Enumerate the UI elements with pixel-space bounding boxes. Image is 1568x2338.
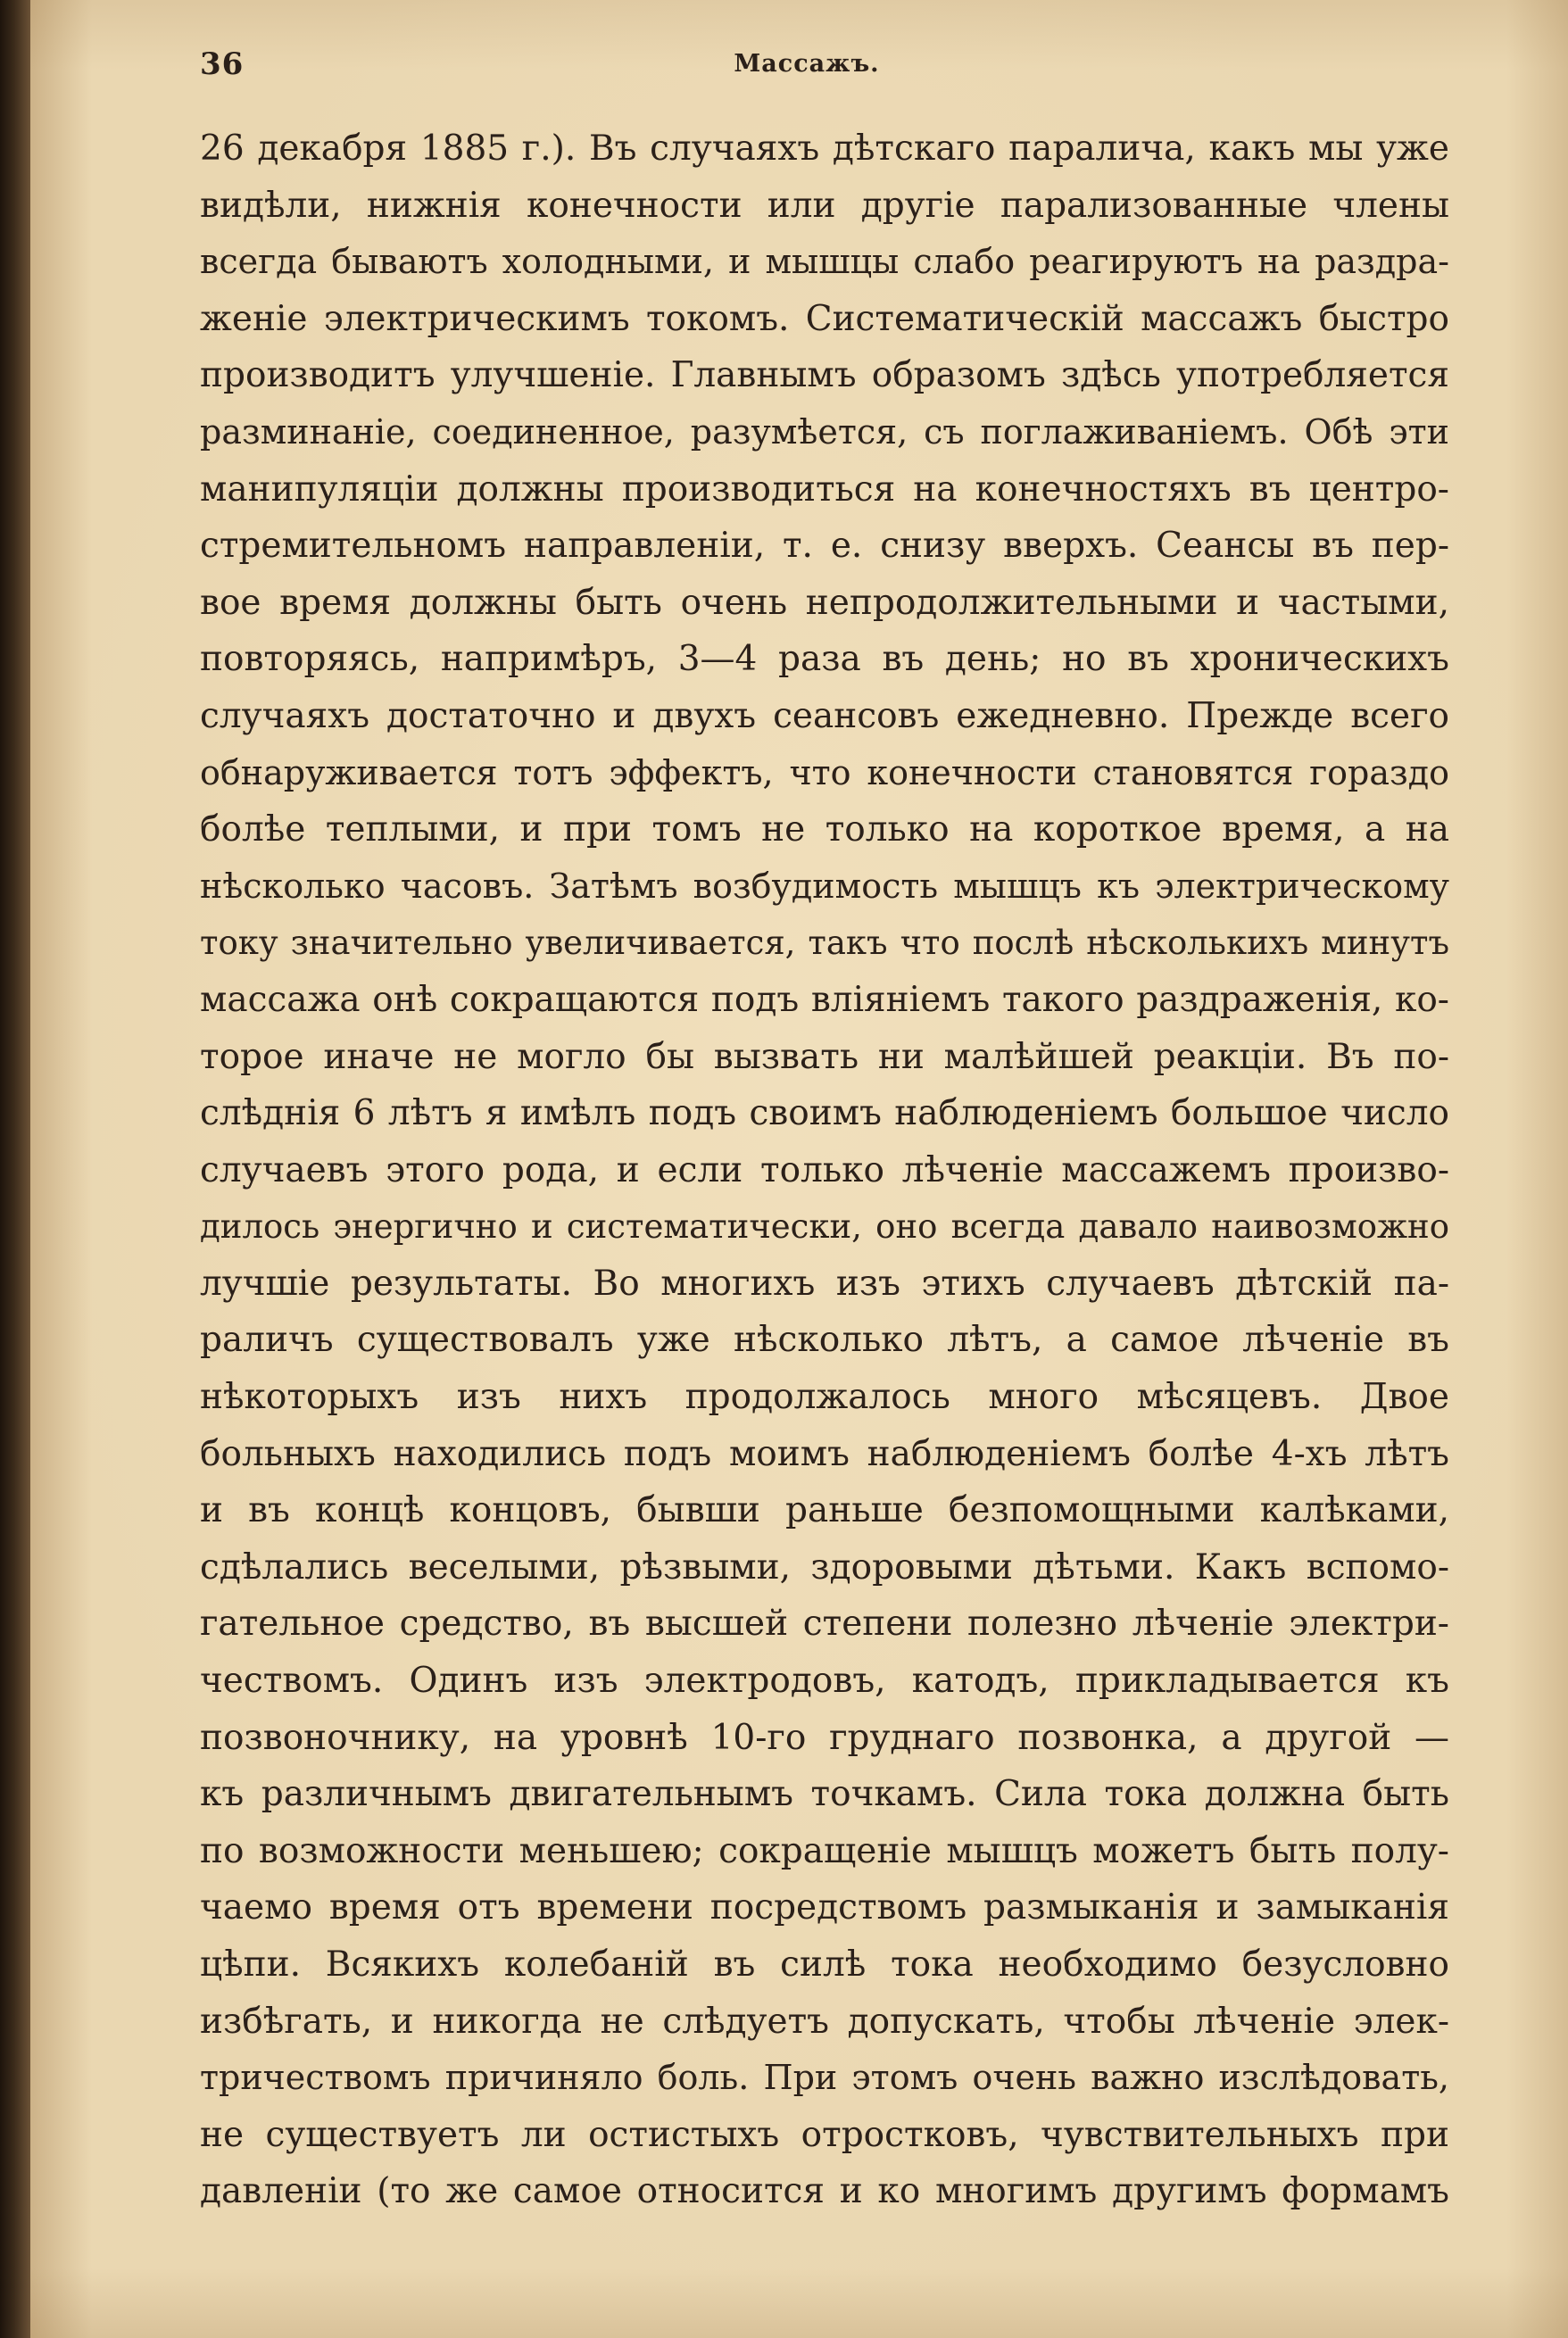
text-line: 26 декабря 1885 г.). Въ случаяхъ дѣтскаго паралича, какъ мы уже [200,129,1449,169]
text-line: сдѣлались веселыми, рѣзвыми, здоровыми дѣтьми. Какъ вспомо- [200,1546,1449,1588]
text-line: и въ концѣ концовъ, бывши раньше безпомощными калѣками, [200,1490,1449,1531]
page-header [164,46,1449,86]
text-line: женіе электрическимъ токомъ. Систематическій массажъ быстро [200,298,1449,339]
text-line: больныхъ находились подъ моимъ наблюденіемъ болѣе 4-хъ лѣтъ [200,1433,1449,1474]
text-line: цѣпи. Всякихъ колебаній въ силѣ тока необходимо безусловно [200,1944,1449,1985]
text-line: нѣсколько часовъ. Затѣмъ возбудимость мышцъ къ электрическому [200,866,1449,906]
text-line: позвоночнику, на уровнѣ 10-го груднаго позвонка, а другой — [200,1717,1449,1758]
book-binding [0,0,30,2338]
text-line: манипуляціи должны производиться на конечностяхъ въ центро- [200,468,1449,510]
text-line: по возможности меньшею; сокращеніе мышцъ можетъ быть полу- [200,1830,1449,1871]
book-page [30,0,1568,2338]
text-line: стремительномъ направленіи, т. е. снизу вверхъ. Сеансы въ пер- [200,526,1449,567]
body-text [200,120,1449,2220]
text-line: видѣли, нижнія конечности или другіе парализованные члены [200,185,1449,226]
page-number: 36 [200,46,245,82]
text-line: току значительно увеличивается, такъ что послѣ нѣсколькихъ минутъ [200,924,1449,963]
text-line: торое иначе не могло бы вызвать ни малѣйшей реакціи. Въ по- [200,1036,1449,1077]
text-line: случаяхъ достаточно и двухъ сеансовъ ежедневно. Прежде всего [200,695,1449,736]
text-line: обнаруживается тотъ эффектъ, что конечности становятся гораздо [200,752,1449,792]
text-line: слѣднія 6 лѣтъ я имѣлъ подъ своимъ наблюденіемъ большое число [200,1093,1449,1134]
text-line: давленіи (то же самое относится и ко многимъ другимъ формамъ [200,2171,1449,2212]
text-line: производитъ улучшеніе. Главнымъ образомъ здѣсь употребляется [200,355,1449,396]
text-line: чаемо время отъ времени посредствомъ размыканія и замыканія [200,1887,1449,1928]
text-line: вое время должны быть очень непродолжительными и частыми, [200,582,1449,623]
text-line: разминаніе, соединенное, разумѣется, съ поглаживаніемъ. Обѣ эти [200,411,1449,452]
text-line: дилось энергично и систематически, оно всегда давало наивозможно [200,1207,1449,1247]
running-head: Массажъ. [734,50,880,78]
text-line: гательное средство, въ высшей степени полезно лѣченіе электри- [200,1604,1449,1645]
text-line: повторяясь, напримѣръ, 3—4 раза въ день; но въ хроническихъ [200,639,1449,680]
text-line: тричествомъ причиняло боль. При этомъ очень важно изслѣдовать, [200,2058,1449,2098]
text-line: не существуетъ ли остистыхъ отростковъ, чувствительныхъ при [200,2114,1449,2155]
text-line: всегда бываютъ холодными, и мышцы слабо реагируютъ на раздра- [200,242,1449,282]
text-line: массажа онѣ сокращаются подъ вліяніемъ такого раздраженія, ко- [200,979,1449,1020]
text-line: къ различнымъ двигательнымъ точкамъ. Сила тока должна быть [200,1774,1449,1815]
text-line: болѣе теплыми, и при томъ не только на короткое время, а на [200,809,1449,850]
text-line: нѣкоторыхъ изъ нихъ продолжалось много мѣсяцевъ. Двое [200,1377,1449,1418]
text-line: избѣгать, и никогда не слѣдуетъ допускать, чтобы лѣченіе элек- [200,2001,1449,2042]
text-line: раличъ существовалъ уже нѣсколько лѣтъ, а самое лѣченіе въ [200,1320,1449,1361]
text-line: лучшіе результаты. Во многихъ изъ этихъ случаевъ дѣтскій па- [200,1263,1449,1304]
text-line: чествомъ. Одинъ изъ электродовъ, катодъ, прикладывается къ [200,1661,1449,1702]
text-line: случаевъ этого рода, и если только лѣченіе массажемъ произво- [200,1149,1449,1190]
